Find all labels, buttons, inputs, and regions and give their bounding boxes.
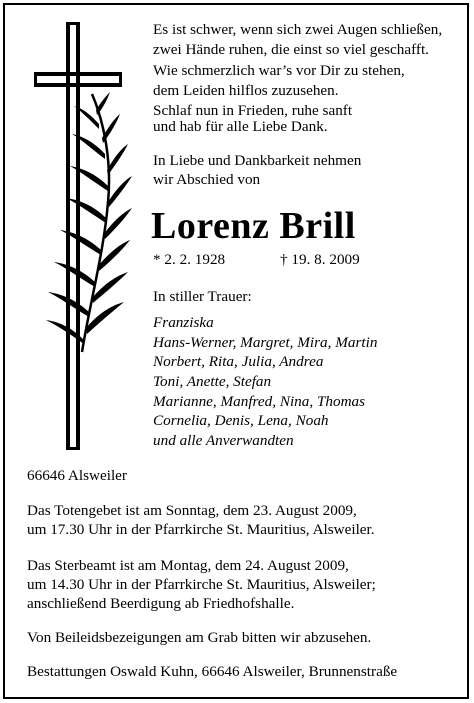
mourner-line: Marianne, Manfred, Nina, Thomas (153, 393, 366, 410)
death-date: † 19. 8. 2009 (280, 251, 360, 268)
poem-line: Wie schmerzlich war’s vor Dir zu stehen, (153, 62, 405, 79)
poem-line: Schlaf nun in Frieden, ruhe sanft (153, 102, 353, 119)
mourner-line: Franziska (153, 314, 214, 331)
mourner-line: Cornelia, Denis, Lena, Noah (153, 412, 329, 429)
poem-line: zwei Hände ruhen, die einst so viel geschafft. (153, 41, 429, 58)
mourner-line: Toni, Anette, Stefan (153, 373, 272, 390)
farewell-line: In Liebe und Dankbarkeit nehmen (153, 152, 362, 169)
deceased-name: Lorenz Brill (151, 205, 356, 247)
mass-line: um 14.30 Uhr in der Pfarrkirche St. Mauritius, Alsweiler; (27, 576, 376, 593)
prayer-line: Das Totengebet ist am Sonntag, dem 23. August 2009, (27, 502, 357, 519)
location: 66646 Alsweiler (27, 467, 127, 484)
poem-line: und hab für alle Liebe Dank. (153, 118, 328, 135)
mourner-line: Norbert, Rita, Julia, Andrea (153, 353, 324, 370)
prayer-line: um 17.30 Uhr in der Pfarrkirche St. Mauritius, Alsweiler. (27, 521, 375, 538)
mass-line: anschließend Beerdigung ab Friedhofshalle. (27, 595, 295, 612)
mass-line: Das Sterbeamt ist am Montag, dem 24. August 2009, (27, 557, 349, 574)
farewell-line: wir Abschied von (153, 171, 261, 188)
mourner-line: und alle Anverwandten (153, 432, 294, 449)
mourning-heading: In stiller Trauer: (153, 288, 252, 305)
mourner-line: Hans-Werner, Margret, Mira, Martin (153, 334, 378, 351)
poem-line: dem Leiden hilflos zuzusehen. (153, 82, 339, 99)
poem-line: Es ist schwer, wenn sich zwei Augen schließen, (153, 21, 443, 38)
undertaker: Bestattungen Oswald Kuhn, 66646 Alsweiler, Brunnenstraße (27, 663, 398, 680)
birth-date: * 2. 2. 1928 (153, 251, 226, 268)
cross-with-palm-icon (24, 22, 134, 450)
condolence-note: Von Beileidsbezeigungen am Grab bitten wir abzusehen. (27, 629, 372, 646)
